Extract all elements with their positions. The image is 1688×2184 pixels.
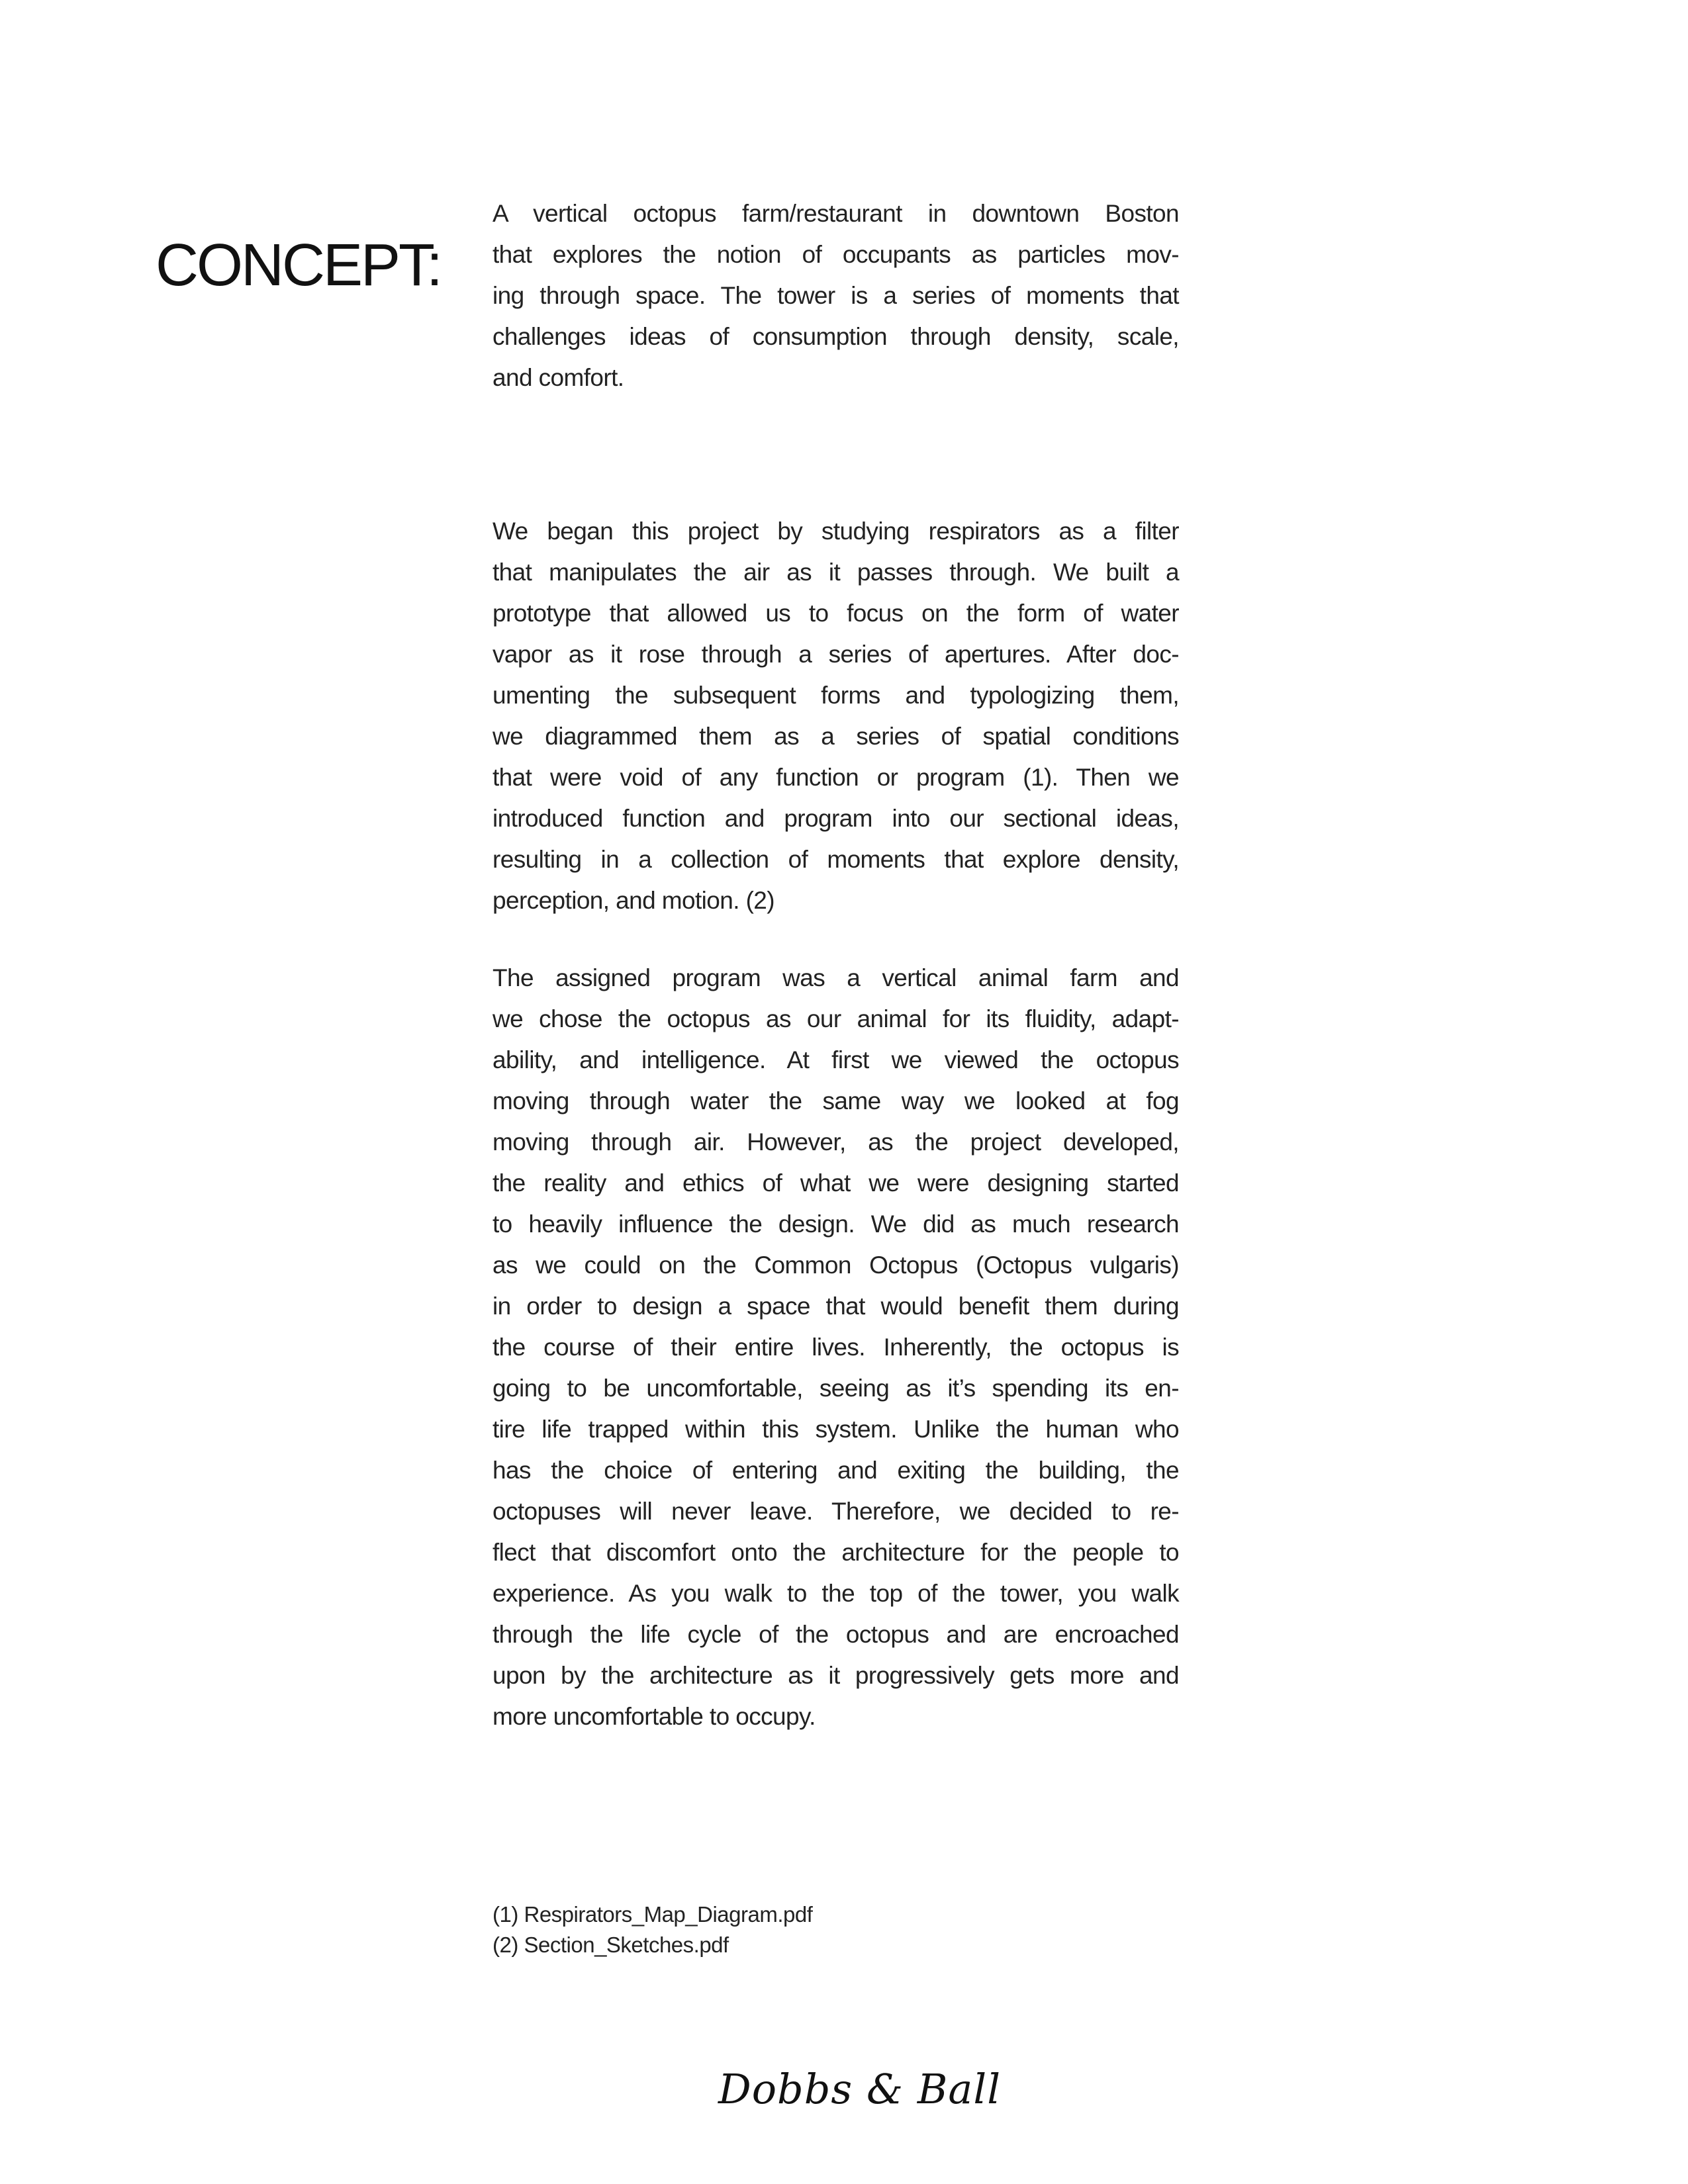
text-line: to heavily influence the design. We did as much research — [492, 1210, 1179, 1238]
text-line: We began this project by studying respirators as a filter — [492, 518, 1179, 545]
text-line: experience. As you walk to the top of the tower, you walk — [492, 1580, 1179, 1607]
body-paragraph-1 — [492, 511, 1179, 921]
text-line: introduced function and program into our sectional ideas, — [492, 805, 1179, 832]
text-line: octopuses will never leave. Therefore, we decided to re- — [492, 1498, 1179, 1525]
text-line: ing through space. The tower is a series of moments that — [492, 282, 1179, 309]
text-line: we diagrammed them as a series of spatial conditions — [492, 723, 1179, 750]
footnote-1: (1) Respirators_Map_Diagram.pdf — [492, 1902, 813, 1927]
text-line: as we could on the Common Octopus (Octopus vulgaris) — [492, 1251, 1179, 1279]
text-line: umenting the subsequent forms and typologizing them, — [492, 682, 1179, 709]
footnotes — [492, 1899, 812, 1960]
page-heading: CONCEPT: — [156, 232, 442, 299]
text-line: flect that discomfort onto the architecture for the people to — [492, 1539, 1179, 1566]
text-line: ability, and intelligence. At first we viewed the octopus — [492, 1046, 1179, 1073]
text-line: challenges ideas of consumption through density, scale, — [492, 323, 1179, 350]
text-line: going to be uncomfortable, seeing as it’s spending its en- — [492, 1375, 1179, 1402]
text-line: The assigned program was a vertical animal farm and — [492, 964, 1179, 991]
text-line: the reality and ethics of what we were designing started — [492, 1169, 1179, 1197]
intro-paragraph — [492, 193, 1179, 398]
text-line: tire life trapped within this system. Unlike the human who — [492, 1416, 1179, 1443]
text-line: resulting in a collection of moments that explore density, — [492, 846, 1179, 873]
text-line: we chose the octopus as our animal for its fluidity, adapt- — [492, 1005, 1179, 1032]
text-line: in order to design a space that would benefit them during — [492, 1293, 1179, 1320]
text-line: moving through water the same way we looked at fog — [492, 1087, 1179, 1115]
body-paragraph-2 — [492, 958, 1179, 1737]
text-line: more uncomfortable to occupy. — [492, 1703, 816, 1730]
text-line: that explores the notion of occupants as particles mov- — [492, 241, 1179, 268]
text-line: vapor as it rose through a series of apertures. After doc- — [492, 641, 1179, 668]
text-line: upon by the architecture as it progressively gets more and — [492, 1662, 1179, 1689]
text-line: A vertical octopus farm/restaurant in downtown Boston — [492, 200, 1179, 227]
text-line: that were void of any function or program (1). Then we — [492, 764, 1179, 791]
text-line: has the choice of entering and exiting the building, the — [492, 1457, 1179, 1484]
text-line: moving through air. However, as the project developed, — [492, 1128, 1179, 1156]
text-line: that manipulates the air as it passes through. We built a — [492, 559, 1179, 586]
footnote-2: (2) Section_Sketches.pdf — [492, 1933, 729, 1957]
text-line: the course of their entire lives. Inherently, the octopus is — [492, 1334, 1179, 1361]
text-line: perception, and motion. (2) — [492, 887, 774, 914]
text-line: and comfort. — [492, 364, 624, 391]
text-line: prototype that allowed us to focus on the form of water — [492, 600, 1179, 627]
text-line: through the life cycle of the octopus and are encroached — [492, 1621, 1179, 1648]
logo: Dobbs & Ball — [718, 2065, 1002, 2113]
